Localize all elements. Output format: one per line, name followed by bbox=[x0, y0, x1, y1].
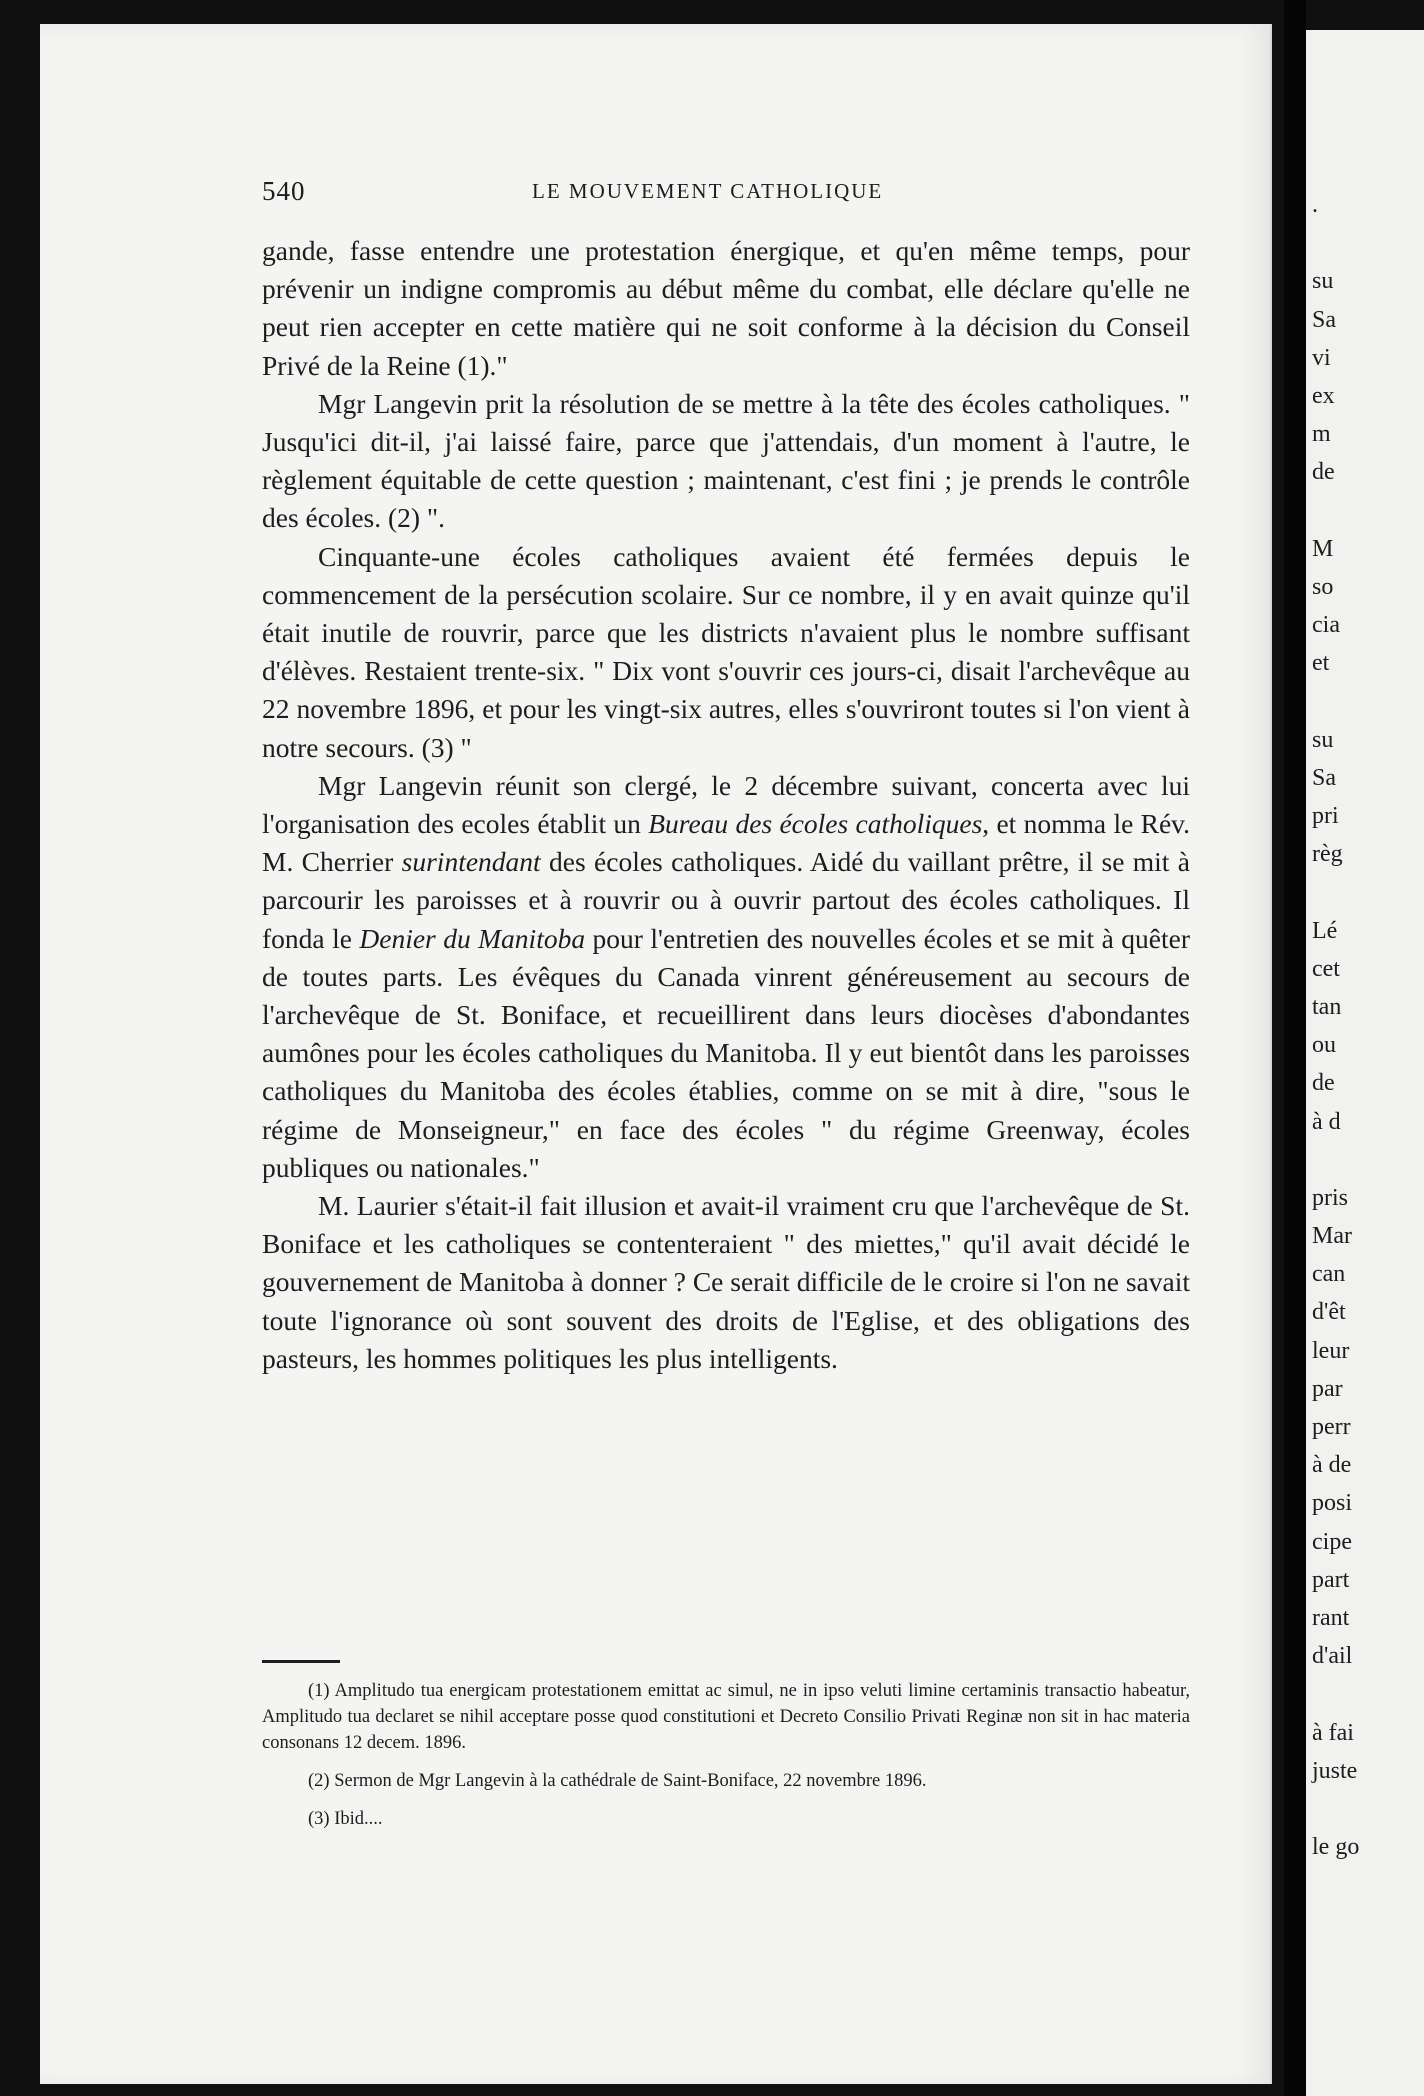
facing-page-line: cia bbox=[1312, 612, 1340, 639]
paragraph-4 bbox=[262, 767, 1190, 1187]
facing-page-line: Mar bbox=[1312, 1223, 1352, 1250]
book-gutter bbox=[1284, 0, 1306, 2096]
facing-page-line: rant bbox=[1312, 1604, 1350, 1631]
footnote-1: (1) Amplitudo tua energicam protestationem emittat ac simul, ne in ipso veluti limine certaminis transactio habeatur, Amplitudo tua declaret se nihil acceptare posse quod constitutioni et Decreto Consilio Privati Reginæ non sit in hac materia consonans 12 decem. 1896. bbox=[262, 1681, 1190, 1753]
facing-page-line: su bbox=[1312, 268, 1334, 295]
facing-page-line bbox=[1312, 1790, 1424, 1828]
facing-page-line: leur bbox=[1312, 1337, 1350, 1364]
facing-page-line: d'ail bbox=[1312, 1643, 1353, 1670]
page-number: 540 bbox=[262, 176, 306, 206]
facing-page-line bbox=[1312, 682, 1424, 720]
facing-page bbox=[1306, 30, 1424, 2096]
paragraph-1: gande, fasse entendre une protestation énergique, et qu'en même temps, pour prévenir un indigne compromis au début même du combat, elle déclare qu'elle ne peut rien accepter en cette matière qui ne soit conforme à la décision du Conseil Privé de la Reine (1)." bbox=[262, 235, 1190, 381]
facing-page-line: m bbox=[1312, 421, 1331, 448]
facing-page-line: à de bbox=[1312, 1452, 1352, 1479]
facing-page-line: so bbox=[1312, 573, 1334, 600]
facing-page-line: tan bbox=[1312, 993, 1342, 1020]
facing-page-text bbox=[1312, 186, 1424, 1866]
facing-page-line: à d bbox=[1312, 1108, 1341, 1135]
running-title: LE MOUVEMENT CATHOLIQUE bbox=[532, 179, 884, 203]
facing-page-line: M bbox=[1312, 535, 1334, 562]
facing-page-line: ou bbox=[1312, 1032, 1336, 1059]
facing-page-line bbox=[1312, 1141, 1424, 1179]
footnote-2: (2) Sermon de Mgr Langevin à la cathédrale de Saint-Boniface, 22 novembre 1896. bbox=[308, 1771, 927, 1791]
facing-page-line: de bbox=[1312, 1070, 1335, 1097]
italic-surintendant: surintendant bbox=[401, 846, 541, 878]
facing-page-line: su bbox=[1312, 726, 1334, 753]
facing-page-line: par bbox=[1312, 1375, 1343, 1402]
facing-page-line: pri bbox=[1312, 803, 1339, 829]
facing-page-line bbox=[1312, 1675, 1424, 1713]
facing-page-line: Sa bbox=[1312, 764, 1336, 791]
facing-page-line: juste bbox=[1312, 1757, 1358, 1784]
facing-page-line bbox=[1312, 492, 1424, 530]
paragraph-4-mid2: des écoles catholiques. Aidé du vaillant prêtre, il se mit à parcourir les paroisses et à rouvrir ou à ouvrir partout des écoles catholiques. Il fonda le bbox=[262, 846, 1191, 954]
facing-page-line: le go bbox=[1312, 1834, 1360, 1861]
facing-page-line: can bbox=[1312, 1261, 1346, 1288]
facing-page-line: cipe bbox=[1312, 1528, 1352, 1555]
footnote-3: (3) Ibid.... bbox=[308, 1809, 383, 1829]
facing-page-line bbox=[1312, 224, 1424, 262]
italic-denier: Denier du Manitoba bbox=[359, 922, 586, 954]
paragraph-5: M. Laurier s'était-il fait illusion et avait-il vraiment cru que l'archevêque de St. Boniface et les catholiques se contenteraient " des miettes," qu'il avait décidé le gouvernement de Manitoba à donner ? Ce serait difficile de le croire si l'on ne savait toute l'ignorance où sont souvent des droits de l'Eglise, et des obligations des pasteurs, les hommes politiques les plus intelligents. bbox=[262, 1190, 1190, 1374]
body-text bbox=[262, 232, 1190, 1378]
facing-page-line: posi bbox=[1312, 1490, 1353, 1517]
facing-page-line: ex bbox=[1312, 382, 1335, 409]
facing-page-line: à fai bbox=[1312, 1719, 1354, 1746]
running-head bbox=[262, 176, 1182, 210]
facing-page-line bbox=[1312, 873, 1424, 911]
italic-bureau: Bureau des écoles catholiques bbox=[648, 808, 983, 840]
facing-page-line: . bbox=[1312, 192, 1318, 218]
paragraph-4-mid1: , et nomma le Rév. M. Cherrier bbox=[262, 808, 1190, 878]
facing-page-line: vi bbox=[1312, 344, 1331, 371]
facing-page-line: de bbox=[1312, 459, 1335, 486]
facing-page-line: règ bbox=[1312, 841, 1343, 868]
paragraph-4-end: pour l'entretien des nouvelles écoles et se mit à quêter de toutes parts. Les évêques du Canada vinrent généreusement au secours de l'archevêque de St. Boniface, et recueillirent dans leurs diocèses d'abondantes aumônes pour les écoles catholiques du Manitoba. Il y eut bientôt dans les paroisses catholiques du Manitoba des écoles établies, comme on se mit à dire, "sous le régime de Monseigneur," en face des écoles " du régime Greenway, écoles publiques ou nationales." bbox=[262, 922, 1190, 1183]
facing-page-line: et bbox=[1312, 650, 1330, 677]
facing-page-line: Sa bbox=[1312, 306, 1336, 333]
facing-page-line: perr bbox=[1312, 1414, 1351, 1440]
paragraph-4-start: Mgr Langevin réunit son clergé, le 2 décembre suivant, concerta avec lui l'organisation des ecoles établit un bbox=[262, 769, 1190, 840]
facing-page-line: part bbox=[1312, 1566, 1350, 1593]
facing-page-line: Lé bbox=[1312, 917, 1338, 944]
paragraph-2: Mgr Langevin prit la résolution de se mettre à la tête des écoles catholiques. " Jusqu'ici dit-il, j'ai laissé faire, parce que j'attendais, d'un moment à l'autre, le règlement équitable de cette question ; maintenant, c'est fini ; je prends le contrôle des écoles. (2) ". bbox=[262, 387, 1190, 534]
footnote-rule bbox=[262, 1660, 340, 1663]
facing-page-line: cet bbox=[1312, 955, 1340, 982]
footnotes bbox=[262, 1678, 1190, 1844]
paragraph-3: Cinquante-une écoles catholiques avaient été fermées depuis le commencement de la persécution scolaire. Sur ce nombre, il y en avait quinze qu'il était inutile de rouvrir, parce que les districts n'avaient plus le nombre suffisant d'élèves. Restaient trente-six. " Dix vont s'ouvrir ces jours-ci, disait l'archevêque au 22 novembre 1896, et pour les vingt-six autres, elles s'ouvriront toutes si l'on vient à notre secours. (3) " bbox=[262, 540, 1190, 763]
facing-page-line: pris bbox=[1312, 1184, 1348, 1211]
facing-page-line: d'êt bbox=[1312, 1299, 1346, 1326]
